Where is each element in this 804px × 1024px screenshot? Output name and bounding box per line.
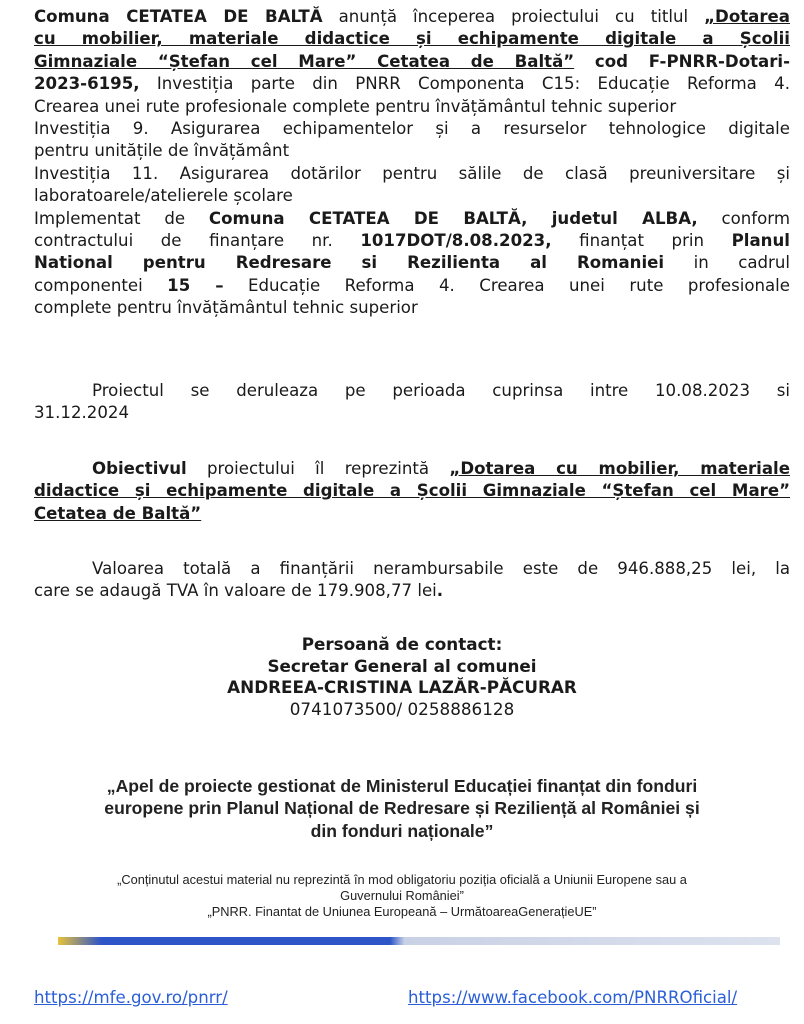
intro-paragraph — [34, 6, 790, 320]
beneficiary: Comuna CETATEA DE BALTĂ, judetul ALBA, — [208, 208, 698, 228]
objective-line-1 — [34, 458, 790, 480]
component-line — [34, 275, 790, 297]
funding-line-1: Valoarea totală a finanțării nerambursabile este de 946.888,25 lei, la — [92, 559, 790, 578]
funding-period: . — [436, 581, 444, 601]
appeal-line-3: din fonduri naționale” — [310, 820, 494, 841]
intro-line-1 — [34, 6, 790, 28]
disclaimer-line-2: Guvernului României” — [340, 888, 464, 904]
contract-line — [34, 230, 790, 252]
funding-line-2 — [34, 580, 790, 602]
implemented-text: conform — [697, 208, 790, 228]
plan-line — [34, 252, 790, 274]
appeal-line-1: „Apel de proiecte gestionat de Ministerul Educației finanțat din fonduri — [106, 776, 698, 796]
contract-number: 1017DOT/8.08.2023, — [360, 231, 552, 251]
intro-text: anunță începerea proiectului cu titlul — [322, 7, 705, 26]
plan-name-start: Planul — [731, 231, 790, 251]
investment-11-line-2: laboratoarele/atelierele școlare — [34, 186, 293, 206]
objective-text: proiectului îl reprezintă — [186, 459, 450, 478]
investment-9-line-2: pentru unitățile de învățământ — [34, 141, 290, 161]
eu-color-bar — [58, 937, 780, 945]
contract-label: contractului de finanțare nr. — [34, 231, 361, 251]
project-title-line: cu mobilier, materiale didactice și echipamente digitale a Școlii — [34, 29, 790, 49]
component-label: componentei — [34, 275, 168, 295]
objective-title-line: didactice și echipamente digitale a Școlii Gimnaziale “Ștefan cel Mare” — [34, 481, 790, 501]
component-number: 15 – — [167, 275, 224, 295]
objective-label: Obiectivul — [92, 459, 187, 478]
pnrr-funding-line: „PNRR. Finantat de Uniunea Europeană – UrmătoareaGenerațieUE” — [207, 904, 597, 920]
contact-block — [0, 634, 804, 720]
contact-phones: 0741073500/ 0258886128 — [289, 698, 515, 719]
component-text: Educație Reforma 4. Crearea unei rute profesionale — [223, 275, 790, 295]
project-code-end: 2023-6195, — [34, 74, 140, 94]
intro-line-5: Crearea unei rute profesionale complete pentru învățământul tehnic superior — [34, 96, 677, 116]
intro-line-3 — [34, 51, 790, 73]
funding-paragraph — [34, 558, 790, 603]
code-label: cod — [574, 51, 649, 71]
period-line-2: 31.12.2024 — [34, 403, 130, 423]
facebook-pnrr-link[interactable]: https://www.facebook.com/PNRROficial/ — [408, 988, 738, 1007]
investment-11-line: Investiția 11. Asigurarea dotărilor pentru sălile de clasă preuniversitare și — [34, 163, 790, 183]
implemented-line — [34, 208, 790, 230]
project-title-start: „Dotarea — [704, 7, 790, 26]
vat-text: care se adaugă TVA în valoare de 179.908,77 lei — [34, 581, 437, 601]
mfe-pnrr-link[interactable]: https://mfe.gov.ro/pnrr/ — [34, 988, 228, 1007]
period-paragraph — [34, 380, 790, 425]
objective-paragraph — [34, 458, 790, 525]
contact-name: ANDREEA-CRISTINA LAZĂR-PĂCURAR — [227, 677, 577, 698]
implemented-label: Implementat de — [34, 208, 209, 228]
investment-9-line: Investiția 9. Asigurarea echipamentelor și a resurselor tehnologice digitale — [34, 119, 790, 139]
commune-name: Comuna CETATEA DE BALTĂ — [34, 7, 323, 26]
disclaimer — [0, 872, 804, 921]
component-line-2: complete pentru învățământul tehnic superior — [34, 298, 418, 318]
project-code: F-PNRR-Dotari- — [648, 51, 790, 71]
disclaimer-line-1: „Conținutul acestui material nu reprezintă în mod obligatoriu poziția oficială a Uniunii Europene sau a — [117, 872, 687, 887]
contact-heading: Persoană de contact: — [301, 634, 503, 654]
plan-text: in cadrul — [664, 253, 791, 273]
period-line-1: Proiectul se deruleaza pe perioada cuprinsa intre 10.08.2023 si — [92, 381, 790, 400]
intro-line-4 — [34, 73, 790, 95]
contact-role: Secretar General al comunei — [267, 655, 537, 676]
project-title-end: Gimnaziale “Ștefan cel Mare” Cetatea de Baltă” — [34, 51, 575, 71]
investment-text: Investiția parte din PNRR Componenta C15: Educație Reforma 4. — [139, 74, 790, 94]
objective-title-end: Cetatea de Baltă” — [34, 503, 202, 523]
appeal-statement — [40, 775, 764, 842]
plan-name: National pentru Redresare si Rezilienta al Romaniei — [34, 253, 665, 273]
appeal-line-2: europene prin Planul Național de Redresare și Reziliență al României și — [104, 798, 700, 819]
financed-label: finanțat prin — [551, 231, 732, 251]
objective-title-start: „Dotarea cu mobilier, materiale — [449, 459, 790, 478]
